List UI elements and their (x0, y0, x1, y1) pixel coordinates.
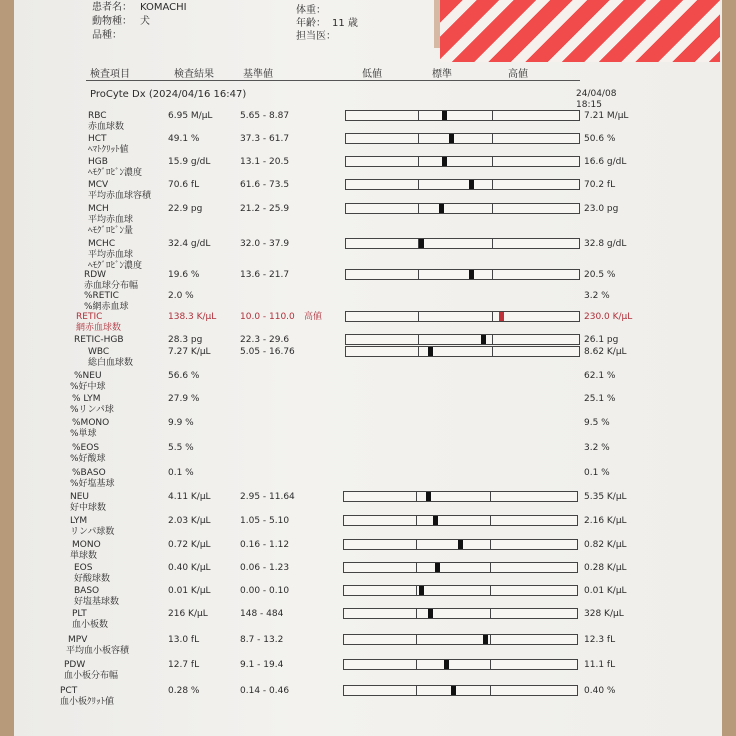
range-divider (490, 660, 491, 669)
item-description: リンパ球数 (70, 527, 115, 537)
range-bar (343, 634, 578, 645)
range-bar (343, 491, 578, 502)
value-marker (428, 609, 433, 618)
range-divider (418, 347, 419, 356)
range-divider (492, 239, 493, 248)
result-value: 2.03 K/μL (168, 516, 211, 526)
range-bar (345, 238, 580, 249)
item-description: 単球数 (70, 551, 98, 561)
item-name: %RETIC (84, 291, 119, 301)
item-description: 好中球数 (70, 503, 107, 513)
item-name: MPV (68, 635, 88, 645)
previous-result: 3.2 % (584, 291, 610, 301)
value-marker (433, 516, 438, 525)
previous-result: 50.6 % (584, 134, 616, 144)
item-name: %NEU (74, 371, 102, 381)
result-value: 138.3 K/μL (168, 312, 217, 322)
range-divider (490, 635, 491, 644)
item-description: 平均赤血球容積 (88, 191, 152, 201)
previous-result: 9.5 % (584, 418, 610, 428)
reference-range: 2.95 - 11.64 (240, 492, 295, 502)
previous-result: 8.62 K/μL (584, 347, 627, 357)
range-bar (345, 269, 580, 280)
value-marker (444, 660, 449, 669)
weight-label: 体重： (296, 5, 326, 16)
result-value: 216 K/μL (168, 609, 208, 619)
patient-name: KOMACHI (140, 2, 187, 13)
range-bar (345, 334, 580, 345)
species-label: 動物種： (92, 16, 132, 27)
item-description: 血小板数 (72, 620, 109, 630)
value-marker (458, 540, 463, 549)
high-flag: 高値 (304, 312, 323, 322)
range-divider (418, 111, 419, 120)
previous-result: 0.01 K/μL (584, 586, 627, 596)
previous-result: 25.1 % (584, 394, 616, 404)
value-marker (419, 239, 424, 248)
range-divider (418, 312, 419, 321)
result-value: 0.01 K/μL (168, 586, 211, 596)
previous-result: 5.35 K/μL (584, 492, 627, 502)
reference-range: 61.6 - 73.5 (240, 180, 290, 190)
column-low: 低値 (362, 69, 382, 80)
value-marker (449, 134, 454, 143)
range-divider (492, 180, 493, 189)
previous-result: 23.0 pg (584, 204, 619, 214)
item-description: %リンパ球 (70, 405, 114, 415)
range-bar (343, 608, 578, 619)
item-description: 血小板分布幅 (64, 671, 119, 681)
column-normal: 標準 (432, 69, 452, 80)
age-label: 年齢： (296, 18, 326, 29)
result-value: 2.0 % (168, 291, 194, 301)
range-divider (418, 157, 419, 166)
range-divider (416, 635, 417, 644)
result-value: 27.9 % (168, 394, 200, 404)
previous-result: 2.16 K/μL (584, 516, 627, 526)
reference-range: 0.00 - 0.10 (240, 586, 290, 596)
range-divider (492, 204, 493, 213)
result-value: 12.7 fL (168, 660, 200, 670)
range-bar (345, 311, 580, 322)
item-description: %好酸球 (70, 454, 106, 464)
patient-label: 患者名： (92, 2, 132, 13)
range-bar (343, 659, 578, 670)
item-name: WBC (88, 347, 110, 357)
header-divider (86, 80, 580, 81)
previous-result: 20.5 % (584, 270, 616, 280)
range-divider (418, 204, 419, 213)
previous-result: 26.1 pg (584, 335, 619, 345)
range-divider (416, 492, 417, 501)
item-description: %単球 (70, 429, 97, 439)
range-divider (416, 686, 417, 695)
value-marker (419, 586, 424, 595)
range-divider (416, 540, 417, 549)
item-name: RETIC-HGB (74, 335, 124, 345)
range-divider (416, 609, 417, 618)
item-name: % LYM (72, 394, 101, 404)
reference-range: 0.06 - 1.23 (240, 563, 290, 573)
range-bar (343, 685, 578, 696)
item-name: PCT (60, 686, 78, 696)
item-name: RDW (84, 270, 107, 280)
range-divider (490, 492, 491, 501)
item-name: LYM (70, 516, 88, 526)
item-description: 好酸球数 (74, 574, 111, 584)
result-value: 13.0 fL (168, 635, 200, 645)
range-divider (492, 157, 493, 166)
reference-range: 1.05 - 5.10 (240, 516, 290, 526)
value-marker (428, 347, 433, 356)
result-value: 0.28 % (168, 686, 200, 696)
previous-result: 62.1 % (584, 371, 616, 381)
range-divider (492, 111, 493, 120)
value-marker (499, 312, 504, 321)
item-description: 網赤血球数 (76, 323, 122, 333)
column-reference: 基準値 (243, 69, 273, 80)
previous-time: 18:15 (576, 100, 602, 110)
decorative-stripes (440, 0, 720, 62)
item-name: %MONO (72, 418, 110, 428)
item-description: 血小板ｸﾘｯﾄ値 (60, 697, 115, 707)
item-description: 平均赤血球 (88, 250, 134, 260)
value-marker (451, 686, 456, 695)
item-description: 平均赤血球 (88, 215, 134, 225)
previous-result: 230.0 K/μL (584, 312, 633, 322)
result-value: 7.27 K/μL (168, 347, 211, 357)
range-bar (345, 156, 580, 167)
item-description: 総白血球数 (88, 358, 134, 368)
item-description: 平均血小板容積 (66, 646, 130, 656)
item-description: %好塩基球 (70, 479, 115, 489)
range-divider (416, 586, 417, 595)
range-bar (345, 110, 580, 121)
breed-label: 品種： (92, 30, 122, 41)
range-bar (345, 346, 580, 357)
item-description: 好塩基球数 (74, 597, 120, 607)
reference-range: 0.14 - 0.46 (240, 686, 290, 696)
item-name: MONO (72, 540, 101, 550)
item-name: %BASO (72, 468, 106, 478)
value-marker (426, 492, 431, 501)
result-value: 56.6 % (168, 371, 200, 381)
range-bar (345, 203, 580, 214)
range-divider (418, 180, 419, 189)
range-divider (490, 563, 491, 572)
item-description: 赤血球分布幅 (84, 281, 139, 291)
item-description: %網赤血球 (84, 302, 129, 312)
species-value: 犬 (140, 16, 150, 27)
range-bar (343, 515, 578, 526)
reference-range: 21.2 - 25.9 (240, 204, 290, 214)
range-divider (492, 347, 493, 356)
item-description-2: ﾍﾓｸﾞﾛﾋﾞﾝ量 (88, 226, 134, 236)
result-value: 15.9 g/dL (168, 157, 211, 167)
range-divider (490, 540, 491, 549)
item-description: %好中球 (70, 382, 106, 392)
range-divider (490, 609, 491, 618)
range-bar (345, 133, 580, 144)
reference-range: 32.0 - 37.9 (240, 239, 290, 249)
range-divider (492, 270, 493, 279)
item-name: RBC (88, 111, 107, 121)
item-description: ﾍﾏﾄｸﾘｯﾄ値 (88, 145, 129, 155)
reference-range: 37.3 - 61.7 (240, 134, 290, 144)
result-value: 5.5 % (168, 443, 194, 453)
item-description: ﾍﾓｸﾞﾛﾋﾞﾝ濃度 (88, 168, 143, 178)
previous-result: 0.82 K/μL (584, 540, 627, 550)
range-divider (416, 660, 417, 669)
item-name: PDW (64, 660, 86, 670)
result-value: 32.4 g/dL (168, 239, 211, 249)
result-value: 0.72 K/μL (168, 540, 211, 550)
reference-range: 0.16 - 1.12 (240, 540, 290, 550)
reference-range: 22.3 - 29.6 (240, 335, 290, 345)
range-divider (490, 586, 491, 595)
previous-result: 0.28 K/μL (584, 563, 627, 573)
value-marker (442, 157, 447, 166)
item-name: MCHC (88, 239, 116, 249)
item-name: BASO (74, 586, 100, 596)
previous-result: 0.1 % (584, 468, 610, 478)
previous-date: 24/04/08 (576, 89, 617, 99)
value-marker (481, 335, 486, 344)
result-value: 28.3 pg (168, 335, 203, 345)
result-value: 6.95 M/μL (168, 111, 213, 121)
range-divider (490, 686, 491, 695)
result-value: 4.11 K/μL (168, 492, 211, 502)
item-name: HGB (88, 157, 108, 167)
range-divider (418, 335, 419, 344)
range-divider (418, 134, 419, 143)
column-result: 検査結果 (174, 69, 214, 80)
reference-range: 5.65 - 8.87 (240, 111, 290, 121)
item-name: MCH (88, 204, 109, 214)
reference-range: 148 - 484 (240, 609, 284, 619)
previous-result: 11.1 fL (584, 660, 616, 670)
previous-result: 16.6 g/dL (584, 157, 627, 167)
item-name: PLT (72, 609, 87, 619)
result-value: 49.1 % (168, 134, 200, 144)
age-value: 11 歳 (332, 18, 358, 29)
result-value: 0.1 % (168, 468, 194, 478)
range-divider (490, 516, 491, 525)
range-divider (492, 335, 493, 344)
item-name: %EOS (72, 443, 100, 453)
range-bar (343, 562, 578, 573)
range-bar (343, 585, 578, 596)
item-description-2: ﾍﾓｸﾞﾛﾋﾞﾝ濃度 (88, 261, 143, 271)
column-high: 高値 (508, 69, 528, 80)
reference-range: 8.7 - 13.2 (240, 635, 284, 645)
previous-result: 0.40 % (584, 686, 616, 696)
range-divider (416, 563, 417, 572)
item-description: 赤血球数 (88, 122, 125, 132)
previous-result: 3.2 % (584, 443, 610, 453)
item-name: RETIC (76, 312, 103, 322)
item-name: NEU (70, 492, 90, 502)
range-divider (492, 134, 493, 143)
reference-range: 13.1 - 20.5 (240, 157, 290, 167)
reference-range: 9.1 - 19.4 (240, 660, 284, 670)
value-marker (435, 563, 440, 572)
reference-range: 13.6 - 21.7 (240, 270, 290, 280)
previous-result: 7.21 M/μL (584, 111, 629, 121)
range-divider (418, 270, 419, 279)
result-value: 9.9 % (168, 418, 194, 428)
range-divider (416, 516, 417, 525)
column-item: 検査項目 (90, 69, 130, 80)
reference-range: 10.0 - 110.0 (240, 312, 295, 322)
panel-title: ProCyte Dx (2024/04/16 16:47) (90, 89, 247, 100)
range-bar (343, 539, 578, 550)
value-marker (442, 111, 447, 120)
previous-result: 12.3 fL (584, 635, 616, 645)
value-marker (483, 635, 488, 644)
value-marker (469, 270, 474, 279)
result-value: 22.9 pg (168, 204, 203, 214)
item-name: HCT (88, 134, 107, 144)
value-marker (469, 180, 474, 189)
previous-result: 70.2 fL (584, 180, 616, 190)
range-bar (345, 179, 580, 190)
reference-range: 5.05 - 16.76 (240, 347, 295, 357)
doctor-label: 担当医： (296, 31, 336, 42)
previous-result: 328 K/μL (584, 609, 624, 619)
value-marker (439, 204, 444, 213)
result-value: 19.6 % (168, 270, 200, 280)
result-value: 0.40 K/μL (168, 563, 211, 573)
item-name: EOS (74, 563, 93, 573)
previous-result: 32.8 g/dL (584, 239, 627, 249)
range-divider (492, 312, 493, 321)
item-name: MCV (88, 180, 109, 190)
result-value: 70.6 fL (168, 180, 200, 190)
